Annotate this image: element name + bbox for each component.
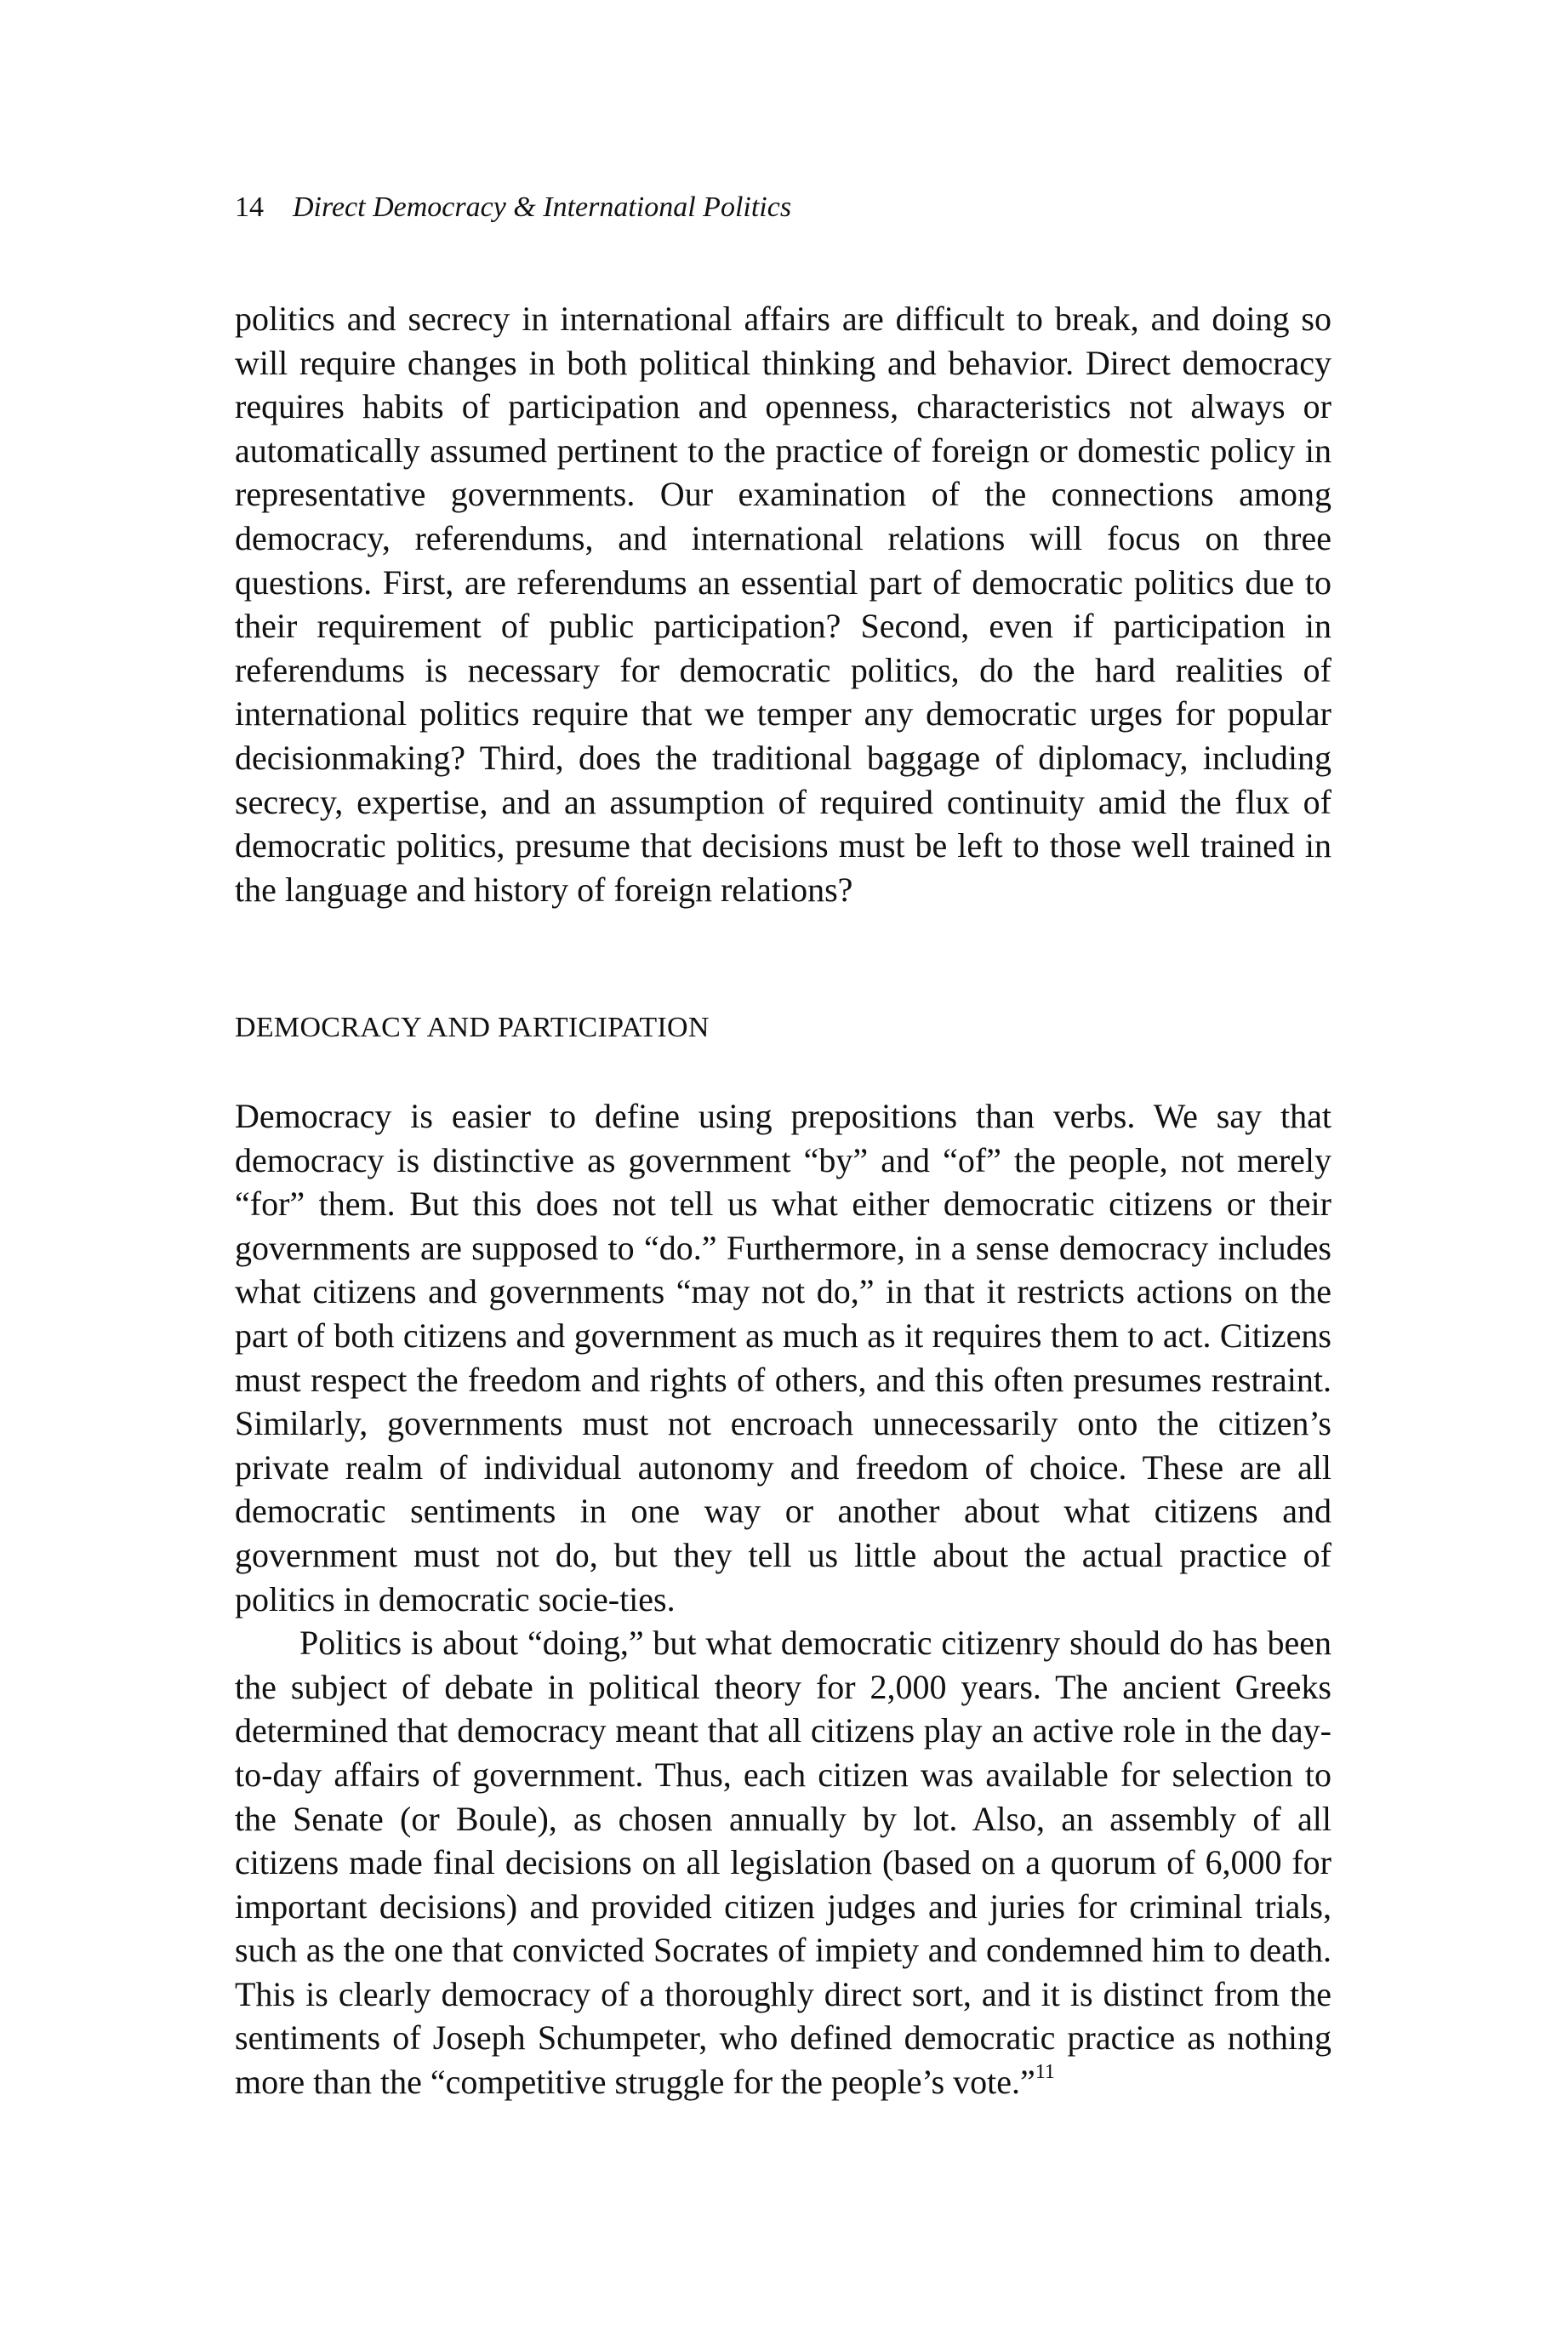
body-paragraph-2 xyxy=(235,1621,1331,2104)
running-head xyxy=(235,189,791,226)
section-heading: DEMOCRACY AND PARTICIPATION xyxy=(235,1012,710,1043)
section-body xyxy=(235,1094,1331,2104)
intro-paragraph: politics and secrecy in international affairs are difficult to break, and doing so will require changes in both political thinking and behavior. Direct democracy requires habits of participation and openness, characteristics not always or automatically assumed pertinent to the practice of foreign or domestic policy in representative governments. Our examination of the connections among democracy, referendums, and international relations will focus on three questions. First, are referendums an essential part of democratic politics due to their requirement of public participation? Second, even if participation in referendums is necessary for democratic politics, do the hard realities of international politics require that we temper any democratic urges for popular decisionmaking? Third, does the traditional baggage of diplomacy, including secrecy, expertise, and an assumption of required continuity amid the flux of democratic politics, presume that decisions must be left to those well trained in the language and history of foreign relations? xyxy=(235,300,1331,909)
footnote-marker: 11 xyxy=(1035,2061,1055,2084)
body-paragraph-2-text: Politics is about “doing,” but what democratic citizenry should do has been the subject of debate in political theory for 2,000 years. The ancient Greeks determined that democracy meant that all citizens play an active role in the day-to-day affairs of government. Thus, each citizen was available for selection to the Senate (or Boule), as chosen annually by lot. Also, an assembly of all citizens made final decisions on all legislation (based on a quorum of 6,000 for important decisions) and provided citizen judges and juries for criminal trials, such as the one that convicted Socrates of impiety and condemned him to death. This is clearly democracy of a thoroughly direct sort, and it is distinct from the sentiments of Joseph Schumpeter, who defined democratic practice as nothing more than the “competitive struggle for the people’s vote.” xyxy=(235,1624,1331,2102)
body-paragraph-1: Democracy is easier to define using prepositions than verbs. We say that democracy is distinctive as government “by” and “of” the people, not merely “for” them. But this does not tell us what either democratic citizens or their governments are supposed to “do.” Furthermore, in a sense democracy includes what citizens and governments “may not do,” in that it restricts actions on the part of both citizens and government as much as it requires them to act. Citizens must respect the freedom and rights of others, and this often presumes restraint. Similarly, governments must not encroach unnecessarily onto the citizen’s private realm of individual autonomy and freedom of choice. These are all democratic sentiments in one way or another about what citizens and government must not do, but they tell us little about the actual practice of politics in democratic socie-ties. xyxy=(235,1097,1331,1618)
page-number: 14 xyxy=(235,191,264,223)
intro-paragraph-block xyxy=(235,297,1331,911)
book-title: Direct Democracy & International Politics xyxy=(293,191,792,223)
